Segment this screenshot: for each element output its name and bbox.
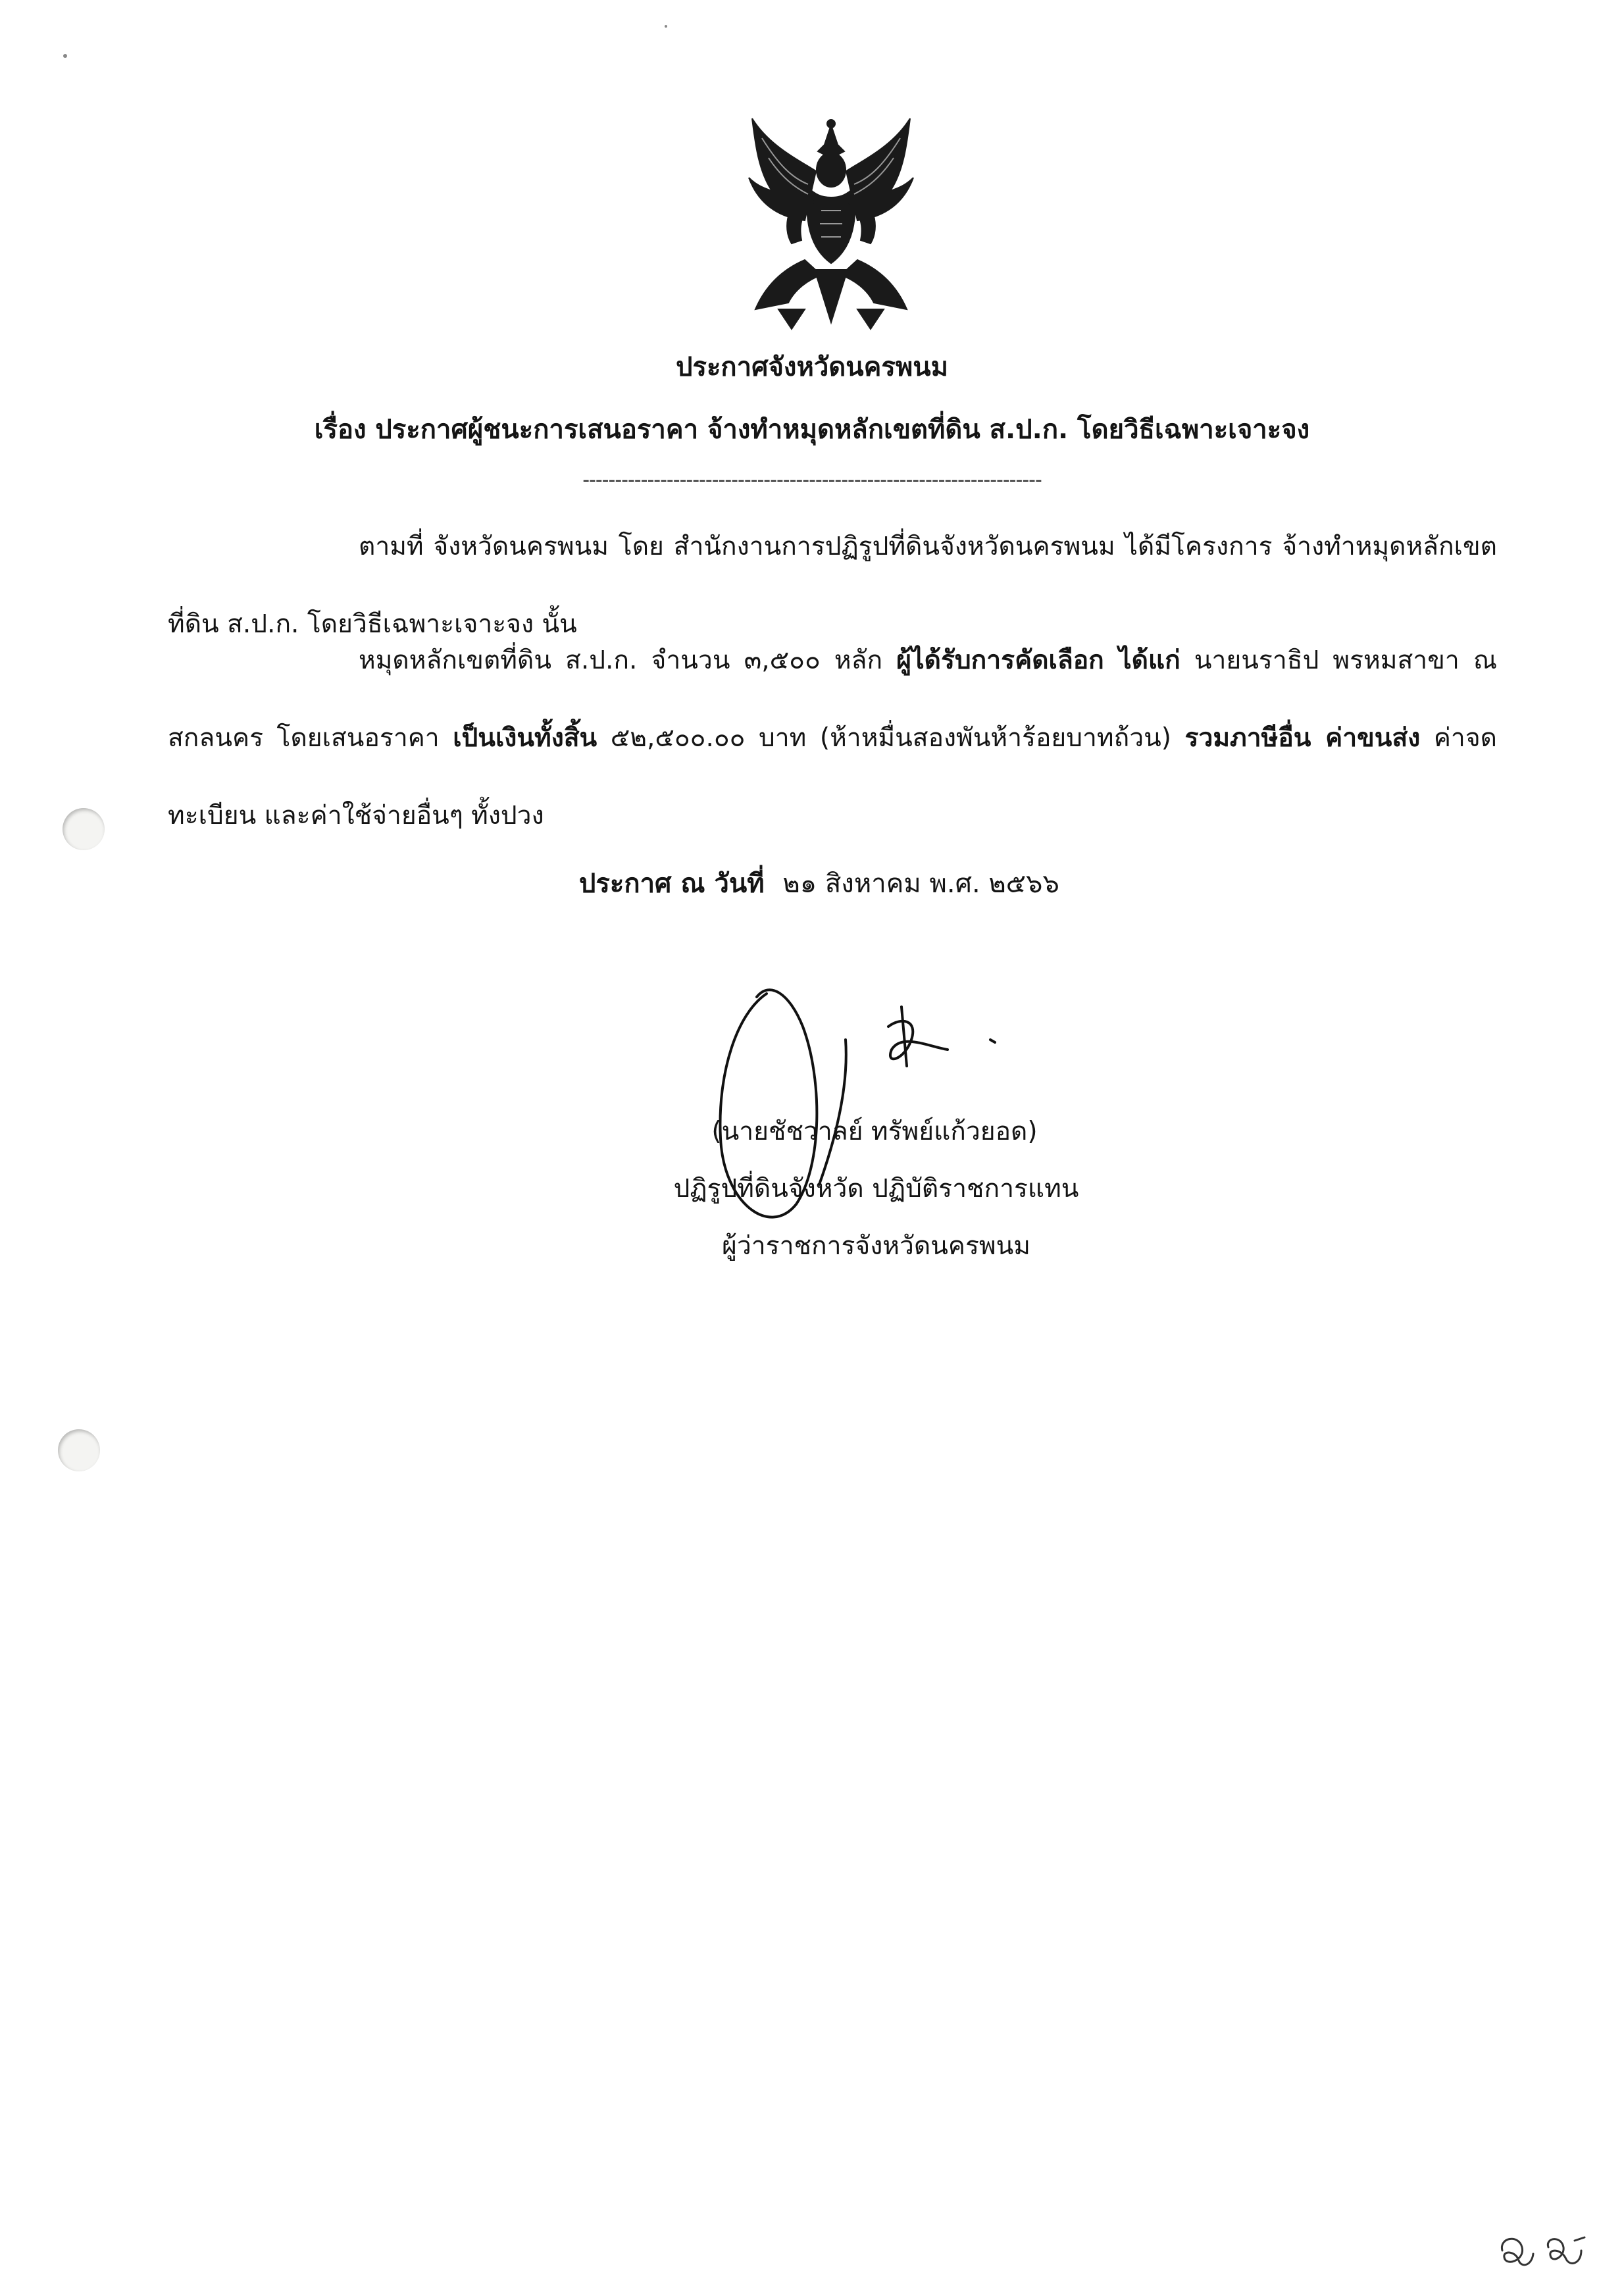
handwritten-page-mark bbox=[1492, 2227, 1591, 2274]
signer-position-1: ปฏิรูปที่ดินจังหวัด ปฏิบัติราชการแทน bbox=[673, 1174, 1079, 1204]
announcement-line bbox=[579, 862, 1059, 904]
paragraph-2-selected-label: ผู้ได้รับการคัดเลือก ได้แก่ bbox=[896, 646, 1180, 675]
announcement-label: ประกาศ ณ วันที่ bbox=[579, 869, 765, 899]
scan-speck bbox=[63, 54, 67, 58]
garuda-emblem-icon bbox=[742, 112, 920, 336]
paragraph-1-text: ตามที่ จังหวัดนครพนม โดย สำนักงานการปฏิรูปที่ดินจังหวัดนครพนม ได้มีโครงการ จ้างทำหมุดหลักเขตที่ดิน ส.ป.ก. โดยวิธีเฉพาะเจาะจง นั้น bbox=[168, 532, 1497, 639]
paragraph-2-part-g: ค่าจดทะเบียน และค่าใช้จ่ายอื่นๆ ทั้งปวง bbox=[168, 723, 1497, 830]
document-title: ประกาศจังหวัดนครพนม bbox=[676, 352, 948, 382]
body-paragraph-2 bbox=[168, 622, 1497, 855]
punch-hole-upper bbox=[63, 808, 105, 850]
paragraph-2-inclusive-label: รวมภาษีอื่น ค่าขนส่ง bbox=[1184, 723, 1421, 753]
signer-position-2: ผู้ว่าราชการจังหวัดนครพนม bbox=[721, 1231, 1031, 1261]
document-subject: เรื่อง ประกาศผู้ชนะการเสนอราคา จ้างทำหมุดหลักเขตที่ดิน ส.ป.ก. โดยวิธีเฉพาะเจาะจง bbox=[314, 415, 1310, 445]
paragraph-2-amount: ๕๒,๕๐๐.๐๐ บาท (ห้าหมื่นสองพันห้าร้อยบาทถ้วน) bbox=[597, 723, 1185, 753]
signer-name: (นายชัชวาลย์ ทรัพย์แก้วยอด) bbox=[711, 1117, 1038, 1146]
punch-hole-lower bbox=[58, 1429, 100, 1471]
paragraph-2-part-c: นายนราธิป พรหมสาขา ณ สกลนคร โดยเสนอราคา bbox=[168, 646, 1498, 753]
paragraph-2-part-a: หมุดหลักเขตที่ดิน ส.ป.ก. จำนวน ๓,๕๐๐ หลัก bbox=[359, 646, 897, 675]
divider: ----------------------------------------------------------------------- bbox=[582, 469, 1042, 492]
scan-speck bbox=[665, 25, 667, 28]
announcement-date: ๒๑ สิงหาคม พ.ศ. ๒๕๖๖ bbox=[782, 869, 1059, 899]
paragraph-2-total-label: เป็นเงินทั้งสิ้น bbox=[453, 723, 597, 753]
